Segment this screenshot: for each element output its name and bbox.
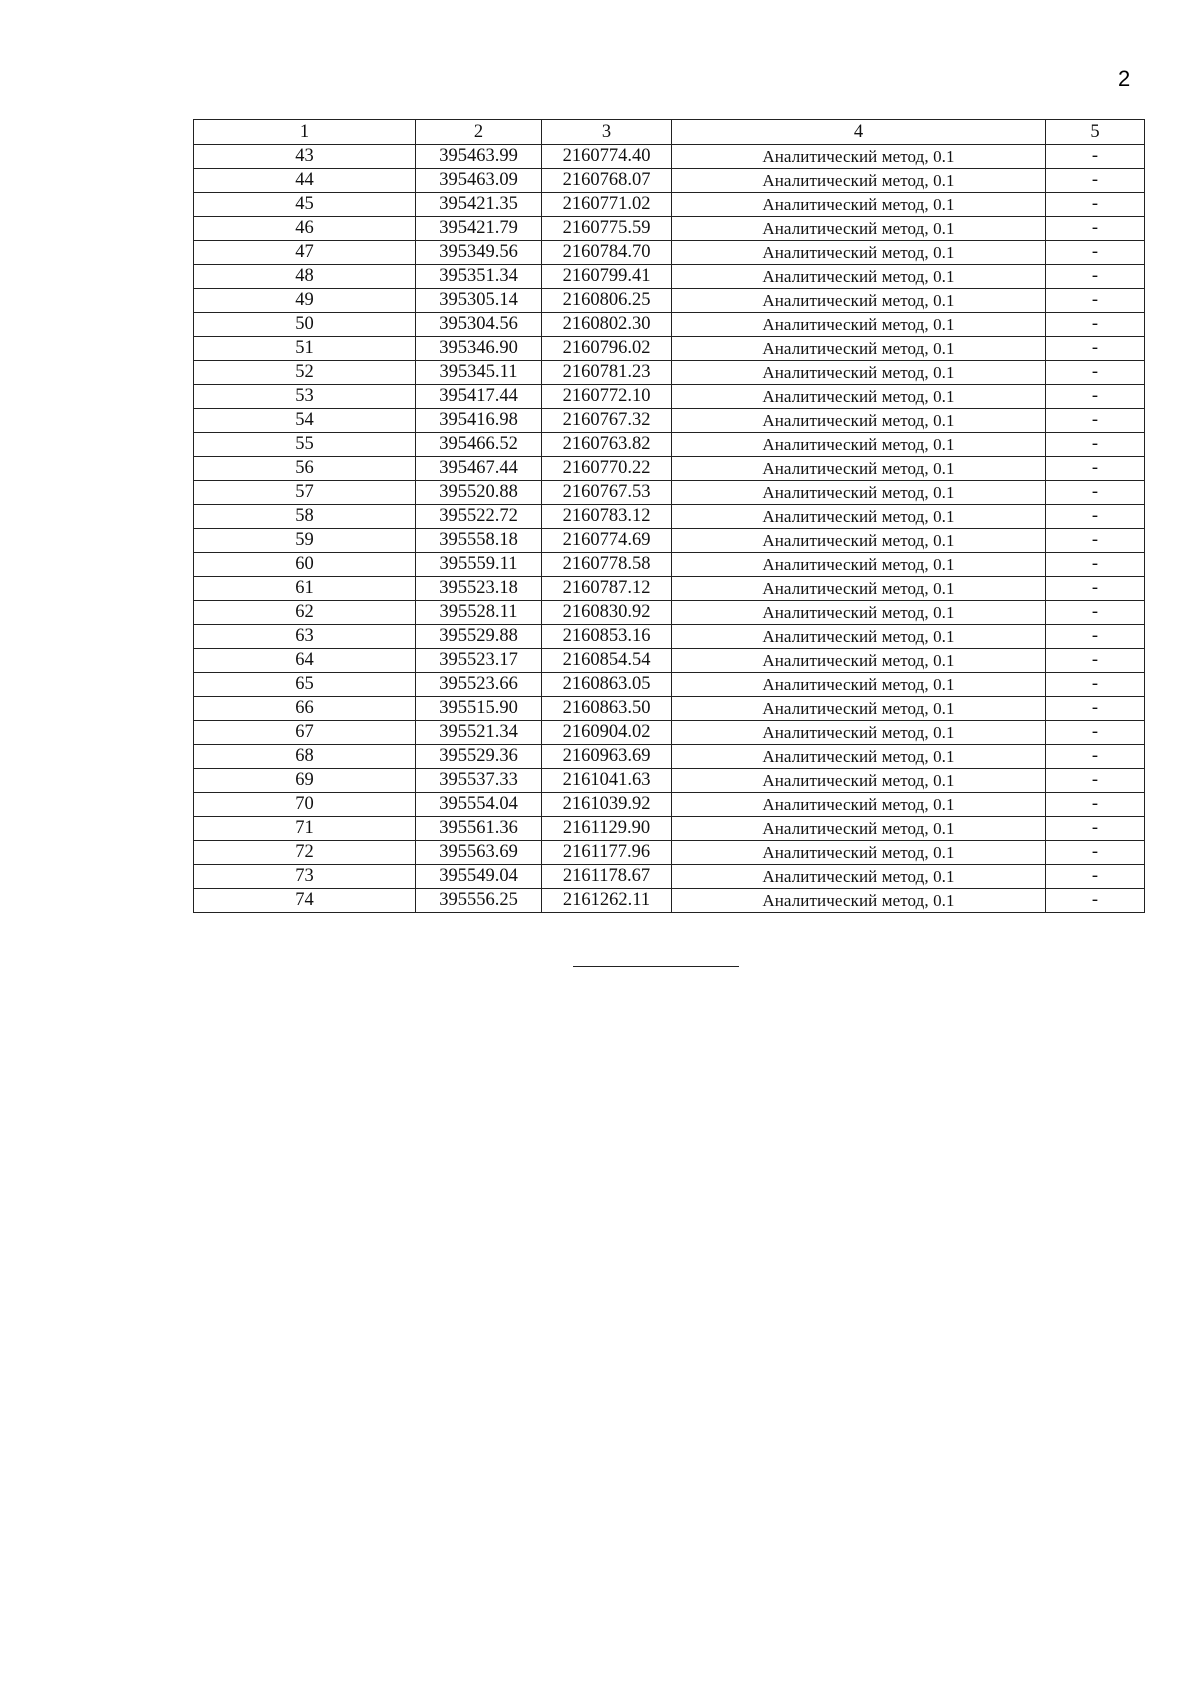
cell-method: Аналитический метод, 0.1 [672, 745, 1046, 769]
cell-method: Аналитический метод, 0.1 [672, 265, 1046, 289]
table-row [194, 337, 1145, 361]
header-cell-y: 3 [542, 120, 672, 145]
cell-y: 2160784.70 [542, 241, 672, 265]
cell-description: - [1046, 649, 1145, 673]
cell-description: - [1046, 169, 1145, 193]
cell-y: 2160767.32 [542, 409, 672, 433]
cell-description: - [1046, 601, 1145, 625]
cell-y: 2160771.02 [542, 193, 672, 217]
cell-x: 395558.18 [416, 529, 542, 553]
cell-y: 2160854.54 [542, 649, 672, 673]
cell-description: - [1046, 193, 1145, 217]
cell-point-number: 60 [194, 553, 416, 577]
cell-x: 395304.56 [416, 313, 542, 337]
table-row [194, 313, 1145, 337]
cell-description: - [1046, 457, 1145, 481]
table-row [194, 673, 1145, 697]
cell-y: 2160775.59 [542, 217, 672, 241]
cell-point-number: 53 [194, 385, 416, 409]
cell-point-number: 74 [194, 889, 416, 913]
cell-description: - [1046, 577, 1145, 601]
cell-x: 395523.66 [416, 673, 542, 697]
cell-method: Аналитический метод, 0.1 [672, 721, 1046, 745]
cell-y: 2160783.12 [542, 505, 672, 529]
cell-description: - [1046, 625, 1145, 649]
table-row [194, 529, 1145, 553]
table-row [194, 865, 1145, 889]
cell-y: 2160774.69 [542, 529, 672, 553]
cell-method: Аналитический метод, 0.1 [672, 337, 1046, 361]
table-row [194, 697, 1145, 721]
cell-x: 395421.35 [416, 193, 542, 217]
cell-description: - [1046, 289, 1145, 313]
cell-description: - [1046, 409, 1145, 433]
table-row [194, 265, 1145, 289]
cell-x: 395346.90 [416, 337, 542, 361]
cell-description: - [1046, 313, 1145, 337]
cell-description: - [1046, 865, 1145, 889]
table-row [194, 721, 1145, 745]
cell-x: 395463.99 [416, 145, 542, 169]
table-header-row [194, 120, 1145, 145]
cell-description: - [1046, 265, 1145, 289]
cell-y: 2160863.50 [542, 697, 672, 721]
cell-y: 2160770.22 [542, 457, 672, 481]
cell-point-number: 58 [194, 505, 416, 529]
cell-method: Аналитический метод, 0.1 [672, 625, 1046, 649]
cell-y: 2160774.40 [542, 145, 672, 169]
header-cell-point-number: 1 [194, 120, 416, 145]
cell-x: 395529.36 [416, 745, 542, 769]
cell-method: Аналитический метод, 0.1 [672, 769, 1046, 793]
cell-method: Аналитический метод, 0.1 [672, 529, 1046, 553]
cell-method: Аналитический метод, 0.1 [672, 505, 1046, 529]
cell-x: 395522.72 [416, 505, 542, 529]
cell-x: 395421.79 [416, 217, 542, 241]
cell-description: - [1046, 145, 1145, 169]
cell-method: Аналитический метод, 0.1 [672, 385, 1046, 409]
header-cell-x: 2 [416, 120, 542, 145]
cell-point-number: 52 [194, 361, 416, 385]
cell-y: 2161039.92 [542, 793, 672, 817]
cell-y: 2160853.16 [542, 625, 672, 649]
cell-x: 395529.88 [416, 625, 542, 649]
cell-x: 395345.11 [416, 361, 542, 385]
cell-y: 2160763.82 [542, 433, 672, 457]
cell-point-number: 50 [194, 313, 416, 337]
table-body [194, 120, 1145, 913]
cell-point-number: 67 [194, 721, 416, 745]
table-row [194, 169, 1145, 193]
cell-y: 2160802.30 [542, 313, 672, 337]
cell-method: Аналитический метод, 0.1 [672, 457, 1046, 481]
cell-method: Аналитический метод, 0.1 [672, 289, 1046, 313]
cell-point-number: 69 [194, 769, 416, 793]
cell-y: 2161178.67 [542, 865, 672, 889]
cell-x: 395416.98 [416, 409, 542, 433]
cell-method: Аналитический метод, 0.1 [672, 841, 1046, 865]
cell-point-number: 49 [194, 289, 416, 313]
cell-method: Аналитический метод, 0.1 [672, 577, 1046, 601]
cell-point-number: 55 [194, 433, 416, 457]
table-row [194, 817, 1145, 841]
table-row [194, 505, 1145, 529]
cell-description: - [1046, 793, 1145, 817]
cell-method: Аналитический метод, 0.1 [672, 697, 1046, 721]
cell-y: 2161262.11 [542, 889, 672, 913]
cell-method: Аналитический метод, 0.1 [672, 889, 1046, 913]
table-row [194, 889, 1145, 913]
cell-description: - [1046, 841, 1145, 865]
table-row [194, 241, 1145, 265]
cell-method: Аналитический метод, 0.1 [672, 865, 1046, 889]
cell-description: - [1046, 769, 1145, 793]
cell-point-number: 68 [194, 745, 416, 769]
cell-x: 395515.90 [416, 697, 542, 721]
cell-point-number: 71 [194, 817, 416, 841]
cell-x: 395549.04 [416, 865, 542, 889]
cell-y: 2161177.96 [542, 841, 672, 865]
cell-description: - [1046, 673, 1145, 697]
table-row [194, 433, 1145, 457]
cell-x: 395528.11 [416, 601, 542, 625]
cell-point-number: 70 [194, 793, 416, 817]
cell-y: 2160767.53 [542, 481, 672, 505]
cell-y: 2160830.92 [542, 601, 672, 625]
table-row [194, 193, 1145, 217]
cell-y: 2161041.63 [542, 769, 672, 793]
cell-y: 2160772.10 [542, 385, 672, 409]
table-row [194, 769, 1145, 793]
cell-x: 395417.44 [416, 385, 542, 409]
cell-x: 395523.18 [416, 577, 542, 601]
cell-y: 2161129.90 [542, 817, 672, 841]
cell-point-number: 44 [194, 169, 416, 193]
table-row [194, 601, 1145, 625]
cell-x: 395554.04 [416, 793, 542, 817]
cell-method: Аналитический метод, 0.1 [672, 673, 1046, 697]
table-row [194, 553, 1145, 577]
cell-x: 395561.36 [416, 817, 542, 841]
cell-method: Аналитический метод, 0.1 [672, 553, 1046, 577]
cell-y: 2160787.12 [542, 577, 672, 601]
cell-description: - [1046, 361, 1145, 385]
cell-method: Аналитический метод, 0.1 [672, 217, 1046, 241]
cell-x: 395521.34 [416, 721, 542, 745]
cell-method: Аналитический метод, 0.1 [672, 409, 1046, 433]
cell-x: 395349.56 [416, 241, 542, 265]
page-number: 2 [1118, 66, 1131, 91]
cell-description: - [1046, 385, 1145, 409]
cell-x: 395467.44 [416, 457, 542, 481]
cell-method: Аналитический метод, 0.1 [672, 241, 1046, 265]
table-row [194, 457, 1145, 481]
cell-description: - [1046, 217, 1145, 241]
cell-x: 395537.33 [416, 769, 542, 793]
cell-point-number: 56 [194, 457, 416, 481]
cell-description: - [1046, 817, 1145, 841]
cell-point-number: 51 [194, 337, 416, 361]
cell-description: - [1046, 505, 1145, 529]
table-row [194, 625, 1145, 649]
table-row [194, 745, 1145, 769]
coordinates-table [193, 119, 1145, 913]
table-row [194, 289, 1145, 313]
cell-y: 2160799.41 [542, 265, 672, 289]
cell-point-number: 72 [194, 841, 416, 865]
cell-y: 2160963.69 [542, 745, 672, 769]
cell-y: 2160781.23 [542, 361, 672, 385]
header-cell-method: 4 [672, 120, 1046, 145]
cell-description: - [1046, 553, 1145, 577]
table-row [194, 649, 1145, 673]
cell-point-number: 66 [194, 697, 416, 721]
cell-x: 395563.69 [416, 841, 542, 865]
cell-y: 2160796.02 [542, 337, 672, 361]
cell-point-number: 64 [194, 649, 416, 673]
cell-x: 395305.14 [416, 289, 542, 313]
cell-point-number: 73 [194, 865, 416, 889]
cell-x: 395463.09 [416, 169, 542, 193]
cell-method: Аналитический метод, 0.1 [672, 169, 1046, 193]
cell-point-number: 57 [194, 481, 416, 505]
cell-x: 395523.17 [416, 649, 542, 673]
cell-description: - [1046, 745, 1145, 769]
cell-method: Аналитический метод, 0.1 [672, 649, 1046, 673]
cell-y: 2160778.58 [542, 553, 672, 577]
cell-description: - [1046, 721, 1145, 745]
cell-y: 2160863.05 [542, 673, 672, 697]
cell-description: - [1046, 697, 1145, 721]
cell-point-number: 45 [194, 193, 416, 217]
cell-point-number: 61 [194, 577, 416, 601]
table-row [194, 409, 1145, 433]
cell-point-number: 54 [194, 409, 416, 433]
cell-description: - [1046, 241, 1145, 265]
table-row [194, 841, 1145, 865]
table-row [194, 361, 1145, 385]
end-of-table-rule [573, 966, 739, 967]
cell-point-number: 62 [194, 601, 416, 625]
cell-description: - [1046, 337, 1145, 361]
table-row [194, 385, 1145, 409]
cell-point-number: 63 [194, 625, 416, 649]
cell-y: 2160806.25 [542, 289, 672, 313]
cell-point-number: 46 [194, 217, 416, 241]
table-row [194, 481, 1145, 505]
cell-point-number: 65 [194, 673, 416, 697]
header-cell-description: 5 [1046, 120, 1145, 145]
cell-description: - [1046, 889, 1145, 913]
table-row [194, 577, 1145, 601]
cell-method: Аналитический метод, 0.1 [672, 601, 1046, 625]
cell-x: 395559.11 [416, 553, 542, 577]
cell-method: Аналитический метод, 0.1 [672, 313, 1046, 337]
table-row [194, 793, 1145, 817]
cell-point-number: 48 [194, 265, 416, 289]
cell-y: 2160768.07 [542, 169, 672, 193]
cell-method: Аналитический метод, 0.1 [672, 433, 1046, 457]
cell-method: Аналитический метод, 0.1 [672, 361, 1046, 385]
cell-point-number: 47 [194, 241, 416, 265]
cell-method: Аналитический метод, 0.1 [672, 481, 1046, 505]
cell-description: - [1046, 529, 1145, 553]
cell-method: Аналитический метод, 0.1 [672, 817, 1046, 841]
cell-point-number: 43 [194, 145, 416, 169]
cell-description: - [1046, 481, 1145, 505]
cell-x: 395556.25 [416, 889, 542, 913]
cell-method: Аналитический метод, 0.1 [672, 793, 1046, 817]
cell-method: Аналитический метод, 0.1 [672, 145, 1046, 169]
cell-description: - [1046, 433, 1145, 457]
cell-y: 2160904.02 [542, 721, 672, 745]
cell-x: 395520.88 [416, 481, 542, 505]
table-row [194, 145, 1145, 169]
cell-x: 395466.52 [416, 433, 542, 457]
cell-method: Аналитический метод, 0.1 [672, 193, 1046, 217]
table-row [194, 217, 1145, 241]
cell-x: 395351.34 [416, 265, 542, 289]
cell-point-number: 59 [194, 529, 416, 553]
